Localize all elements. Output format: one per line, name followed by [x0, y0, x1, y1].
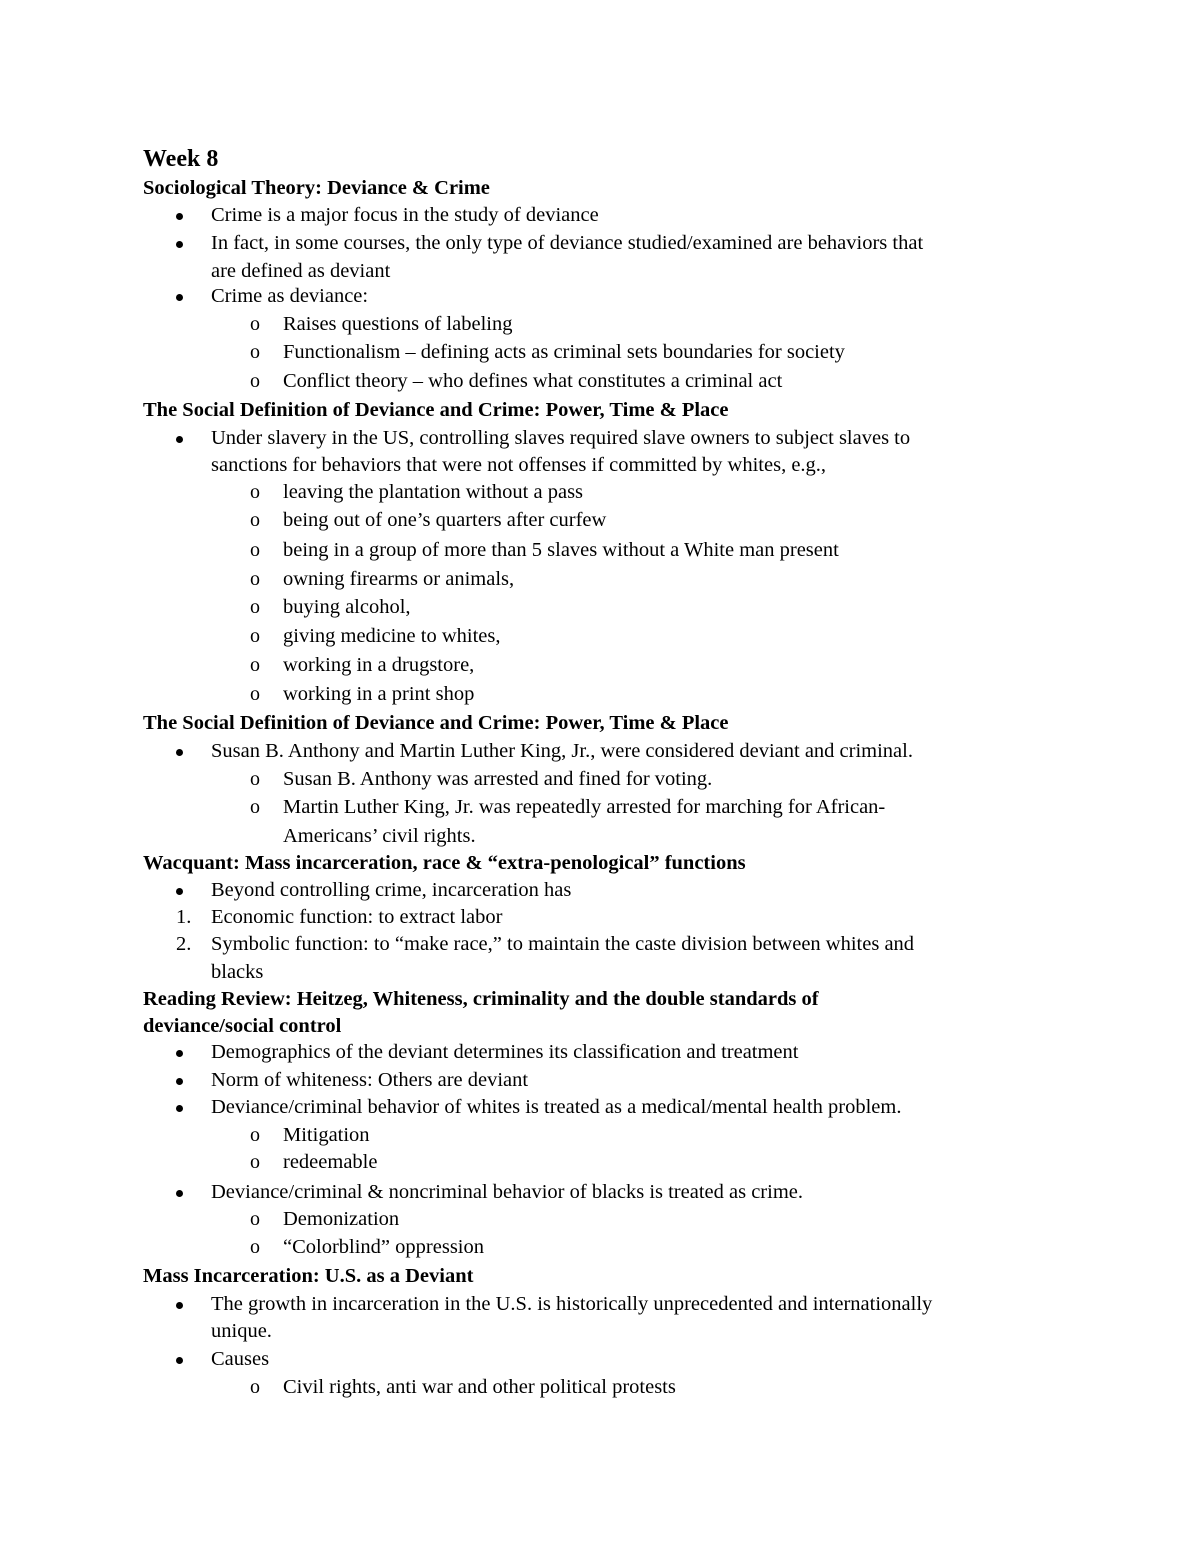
numbered-item-text: Symbolic function: to “make race,” to maintain the caste division between whites and: [211, 933, 915, 955]
list-item-text: Crime is a major focus in the study of deviance: [211, 204, 599, 226]
sub-item-text: Susan B. Anthony was arrested and fined for voting.: [283, 768, 713, 790]
circle-bullet-icon: o: [250, 683, 260, 705]
circle-bullet-icon: o: [250, 370, 260, 392]
list-item-text: Under slavery in the US, controlling slaves required slave owners to subject slaves to: [211, 427, 911, 449]
bullet-icon: [176, 294, 183, 301]
section-heading-text: Mass Incarceration: U.S. as a Deviant: [143, 1265, 474, 1287]
section-heading: [0, 174, 1200, 202]
list-item: [0, 1345, 1200, 1373]
sub-item: [0, 793, 1200, 821]
list-item-text: Crime as deviance:: [211, 285, 369, 307]
list-item-text: Beyond controlling crime, incarceration has: [211, 879, 572, 901]
sub-item-text: Civil rights, anti war and other political protests: [283, 1376, 676, 1398]
page-title-text: Week 8: [143, 146, 219, 172]
list-item: [0, 1317, 1200, 1345]
sub-item: [0, 565, 1200, 593]
circle-bullet-icon: o: [250, 796, 260, 818]
section-heading-text: The Social Definition of Deviance and Crime: Power, Time & Place: [143, 399, 729, 421]
circle-bullet-icon: o: [250, 1124, 260, 1146]
section-heading: [0, 709, 1200, 737]
sub-item-text: Conflict theory – who defines what constitutes a criminal act: [283, 370, 783, 392]
list-item-text: Deviance/criminal & noncriminal behavior of blacks is treated as crime.: [211, 1181, 803, 1203]
list-item-text: are defined as deviant: [211, 260, 391, 282]
list-item-text: Deviance/criminal behavior of whites is treated as a medical/mental health problem.: [211, 1096, 902, 1118]
list-item: [0, 282, 1200, 310]
sub-item: [0, 680, 1200, 708]
sub-item: [0, 651, 1200, 679]
sub-item: [0, 1148, 1200, 1176]
circle-bullet-icon: o: [250, 654, 260, 676]
circle-bullet-icon: o: [250, 1208, 260, 1230]
list-item: [0, 451, 1200, 479]
list-item: [0, 1093, 1200, 1121]
bullet-icon: [176, 213, 183, 220]
section-heading-text: Wacquant: Mass incarceration, race & “extra-penological” functions: [143, 852, 746, 874]
list-item-text: sanctions for behaviors that were not offenses if committed by whites, e.g.,: [211, 454, 827, 476]
bullet-icon: [176, 1105, 183, 1112]
bullet-icon: [176, 888, 183, 895]
list-item-text: In fact, in some courses, the only type of deviance studied/examined are behaviors that: [211, 232, 924, 254]
section-heading: [0, 396, 1200, 424]
bullet-icon: [176, 1357, 183, 1364]
sub-item: [0, 338, 1200, 366]
list-item: [0, 1066, 1200, 1094]
sub-item-text: working in a drugstore,: [283, 654, 475, 676]
sub-item: [0, 536, 1200, 564]
circle-bullet-icon: o: [250, 509, 260, 531]
list-item: [0, 424, 1200, 452]
section-heading-text: The Social Definition of Deviance and Crime: Power, Time & Place: [143, 712, 729, 734]
sub-item: [0, 765, 1200, 793]
section-heading-text: deviance/social control: [143, 1015, 342, 1037]
list-item-text: The growth in incarceration in the U.S. is historically unprecedented and internationally: [211, 1293, 933, 1315]
sub-item: [0, 1373, 1200, 1401]
sub-item-text: Functionalism – defining acts as criminal sets boundaries for society: [283, 341, 845, 363]
bullet-icon: [176, 1302, 183, 1309]
list-item: [0, 257, 1200, 285]
circle-bullet-icon: o: [250, 625, 260, 647]
numbered-item-text: Economic function: to extract labor: [211, 906, 503, 928]
page-title: [0, 144, 1200, 174]
sub-item: [0, 593, 1200, 621]
sub-item: [0, 367, 1200, 395]
list-item-text: Norm of whiteness: Others are deviant: [211, 1069, 529, 1091]
bullet-icon: [176, 1050, 183, 1057]
sub-item-text: Raises questions of labeling: [283, 313, 513, 335]
sub-item: [0, 478, 1200, 506]
sub-item: [0, 622, 1200, 650]
circle-bullet-icon: o: [250, 1376, 260, 1398]
section-heading: [0, 985, 1200, 1013]
bullet-icon: [176, 749, 183, 756]
sub-item-text: “Colorblind” oppression: [283, 1236, 484, 1258]
section-heading-text: Reading Review: Heitzeg, Whiteness, criminality and the double standards of: [143, 988, 819, 1010]
sub-item: [0, 1233, 1200, 1261]
sub-item-text: Mitigation: [283, 1124, 370, 1146]
circle-bullet-icon: o: [250, 1236, 260, 1258]
list-item-text: Causes: [211, 1348, 270, 1370]
sub-item: [0, 506, 1200, 534]
circle-bullet-icon: o: [250, 341, 260, 363]
bullet-icon: [176, 1190, 183, 1197]
bullet-icon: [176, 1078, 183, 1085]
circle-bullet-icon: o: [250, 1151, 260, 1173]
sub-item-text: being in a group of more than 5 slaves without a White man present: [283, 539, 839, 561]
section-heading: [0, 849, 1200, 877]
sub-item: [0, 310, 1200, 338]
circle-bullet-icon: o: [250, 313, 260, 335]
list-item-text: unique.: [211, 1320, 272, 1342]
sub-item-text: Martin Luther King, Jr. was repeatedly arrested for marching for African-: [283, 796, 886, 818]
list-item: [0, 1178, 1200, 1206]
section-heading: [0, 1262, 1200, 1290]
list-item: [0, 229, 1200, 257]
item-number: 1.: [176, 906, 192, 928]
sub-item-text: owning firearms or animals,: [283, 568, 515, 590]
section-heading: [0, 1012, 1200, 1040]
sub-item: [0, 1205, 1200, 1233]
bullet-icon: [176, 436, 183, 443]
section-heading-text: Sociological Theory: Deviance & Crime: [143, 177, 490, 199]
numbered-item: [0, 903, 1200, 931]
circle-bullet-icon: o: [250, 539, 260, 561]
circle-bullet-icon: o: [250, 596, 260, 618]
list-item: [0, 201, 1200, 229]
list-item: [0, 1038, 1200, 1066]
circle-bullet-icon: o: [250, 481, 260, 503]
sub-item-text: Demonization: [283, 1208, 400, 1230]
item-number: 2.: [176, 933, 192, 955]
sub-item: [0, 822, 1200, 850]
sub-item-text: Americans’ civil rights.: [283, 825, 476, 847]
list-item: [0, 1290, 1200, 1318]
numbered-item-text: blacks: [211, 961, 264, 983]
sub-item-text: being out of one’s quarters after curfew: [283, 509, 607, 531]
list-item: [0, 737, 1200, 765]
numbered-item: [0, 930, 1200, 958]
circle-bullet-icon: o: [250, 568, 260, 590]
list-item-text: Demographics of the deviant determines its classification and treatment: [211, 1041, 799, 1063]
sub-item-text: buying alcohol,: [283, 596, 411, 618]
sub-item: [0, 1121, 1200, 1149]
list-item-text: Susan B. Anthony and Martin Luther King, Jr., were considered deviant and criminal.: [211, 740, 913, 762]
sub-item-text: giving medicine to whites,: [283, 625, 501, 647]
sub-item-text: leaving the plantation without a pass: [283, 481, 584, 503]
sub-item-text: working in a print shop: [283, 683, 475, 705]
list-item: [0, 876, 1200, 904]
sub-item-text: redeemable: [283, 1151, 378, 1173]
circle-bullet-icon: o: [250, 768, 260, 790]
numbered-item: [0, 958, 1200, 986]
bullet-icon: [176, 241, 183, 248]
